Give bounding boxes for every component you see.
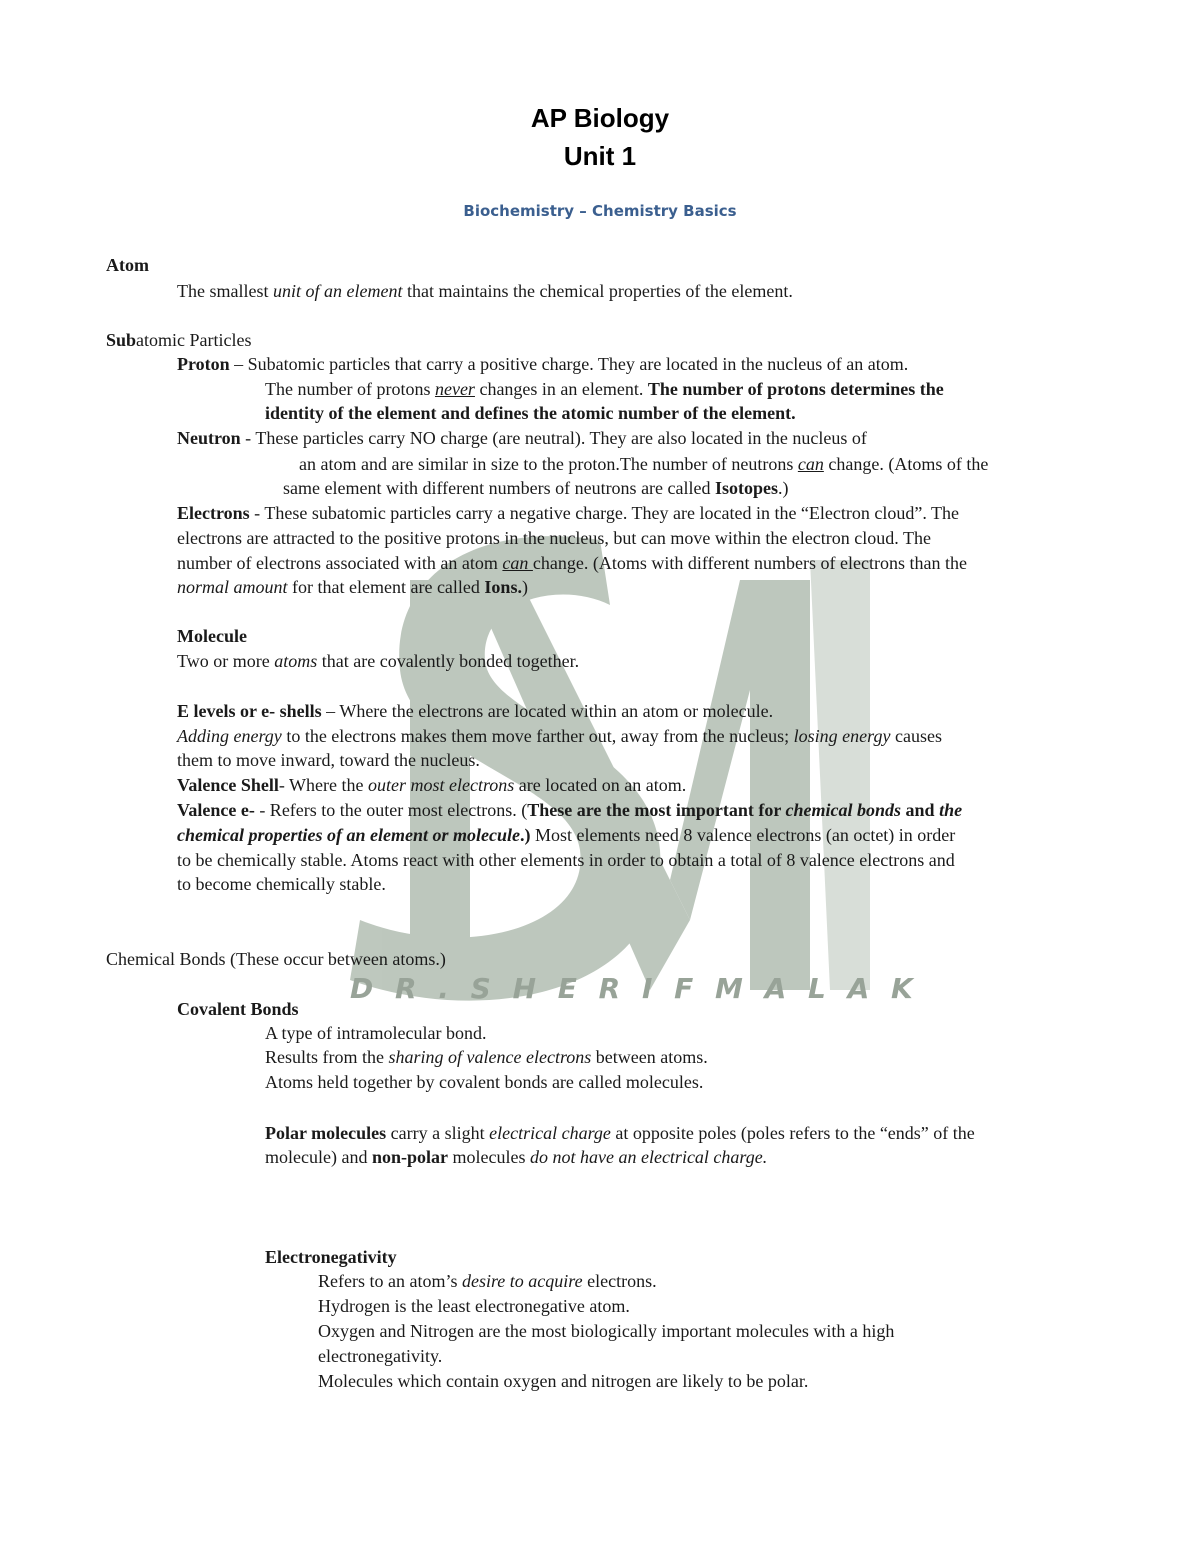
covalent-bonds-heading: Covalent Bonds bbox=[177, 999, 299, 1019]
valence-shell-line: Valence Shell- Where the outer most electrons are located on an atom. bbox=[177, 775, 687, 795]
molecule-heading: Molecule bbox=[177, 626, 247, 646]
electrons-line-3: number of electrons associated with an atom can change. (Atoms with different numbers of electrons than the bbox=[177, 553, 967, 573]
page-subtitle-unit: Unit 1 bbox=[563, 141, 637, 171]
neutron-line-1: Neutron - These particles carry NO charge (are neutral). They are also located in the nucleus of bbox=[177, 428, 867, 448]
electronegativity-line-2: Hydrogen is the least electronegative atom. bbox=[318, 1296, 630, 1316]
elevels-line-1: E levels or e- shells – Where the electrons are located within an atom or molecule. bbox=[177, 701, 774, 721]
valence-e-line-4: to become chemically stable. bbox=[177, 874, 386, 894]
proton-line-3: identity of the element and defines the atomic number of the element. bbox=[265, 403, 796, 423]
molecule-definition: Two or more atoms that are covalently bonded together. bbox=[177, 651, 580, 671]
valence-e-line-2: chemical properties of an element or molecule.) Most elements need 8 valence electrons (an octet) in order bbox=[177, 825, 956, 845]
electronegativity-line-4: electronegativity. bbox=[318, 1346, 443, 1366]
covalent-line-3: Atoms held together by covalent bonds are called molecules. bbox=[265, 1072, 704, 1092]
electronegativity-heading: Electronegativity bbox=[265, 1247, 397, 1267]
valence-e-line-3: to be chemically stable. Atoms react with other elements in order to obtain a total of 8 valence electrons and bbox=[177, 850, 955, 870]
polar-line-1: Polar molecules carry a slight electrical charge at opposite poles (poles refers to the “ends” of the bbox=[265, 1123, 975, 1143]
neutron-line-2: an atom and are similar in size to the proton.The number of neutrons can change. (Atoms of the bbox=[299, 454, 989, 474]
proton-line-2: The number of protons never changes in an element. The number of protons determines the bbox=[265, 379, 944, 399]
electronegativity-line-3: Oxygen and Nitrogen are the most biologically important molecules with a high bbox=[318, 1321, 895, 1341]
covalent-line-1: A type of intramolecular bond. bbox=[265, 1023, 487, 1043]
elevels-line-3: them to move inward, toward the nucleus. bbox=[177, 750, 480, 770]
neutron-line-3: same element with different numbers of neutrons are called Isotopes.) bbox=[283, 478, 789, 498]
elevels-line-2: Adding energy to the electrons makes them move farther out, away from the nucleus; losing energy causes bbox=[177, 726, 942, 746]
electrons-line-2: electrons are attracted to the positive protons in the nucleus, but can move within the electron cloud. The bbox=[177, 528, 931, 548]
page-title: AP Biology bbox=[530, 103, 670, 133]
atom-heading: Atom bbox=[106, 255, 149, 275]
electrons-line-4: normal amount for that element are called Ions.) bbox=[177, 577, 528, 597]
subatomic-heading: Subatomic Particles bbox=[106, 330, 252, 350]
valence-e-line-1: Valence e- - Refers to the outer most electrons. (These are the most important for chemical bonds and the bbox=[177, 800, 963, 820]
electrons-line-1: Electrons - These subatomic particles carry a negative charge. They are located in the “Electron cloud”. The bbox=[177, 503, 960, 523]
electronegativity-line-5: Molecules which contain oxygen and nitrogen are likely to be polar. bbox=[318, 1371, 809, 1391]
watermark-text: D R . S H E R I F M A L A K bbox=[350, 972, 919, 1005]
section-subtitle: Biochemistry – Chemistry Basics bbox=[463, 202, 737, 220]
electronegativity-line-1: Refers to an atom’s desire to acquire electrons. bbox=[318, 1271, 657, 1291]
covalent-line-2: Results from the sharing of valence electrons between atoms. bbox=[265, 1047, 708, 1067]
atom-definition: The smallest unit of an element that maintains the chemical properties of the element. bbox=[177, 281, 793, 301]
polar-line-2: molecule) and non-polar molecules do not have an electrical charge. bbox=[265, 1147, 768, 1167]
chemical-bonds-heading: Chemical Bonds (These occur between atoms.) bbox=[106, 949, 446, 969]
proton-line-1: Proton – Subatomic particles that carry a positive charge. They are located in the nucleus of an atom. bbox=[177, 354, 909, 374]
